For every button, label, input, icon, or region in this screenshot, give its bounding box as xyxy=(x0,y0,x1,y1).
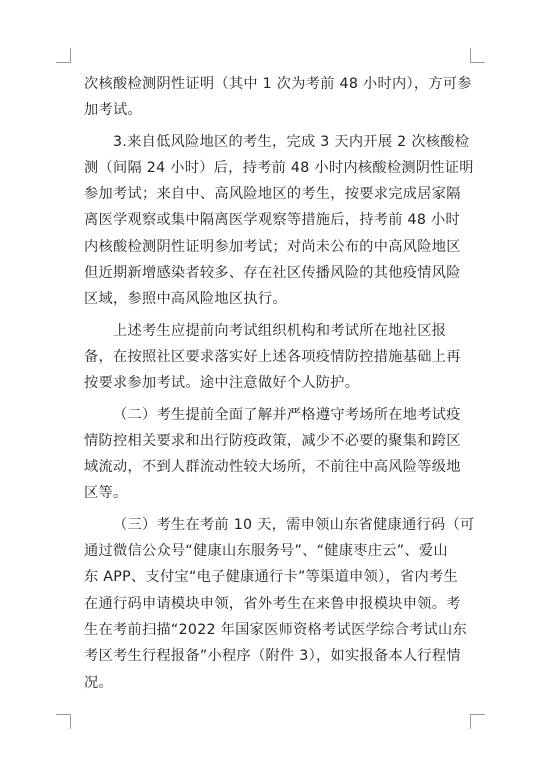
text-line: 按要求参加考试。途中注意做好个人防护。 xyxy=(84,375,360,392)
text-line: 测（间隔 24 小时）后，持考前 48 小时内核酸检测阴性证明 xyxy=(84,159,474,176)
paragraph xyxy=(84,318,480,397)
text-line: （二）考生提前全面了解并严格遵守考场所在地考试疫 xyxy=(113,406,461,423)
text-line: 域流动，不到人群流动性较大场所，不前往中高风险等级地 xyxy=(84,459,461,476)
crop-mark-top-left xyxy=(56,48,71,63)
text-line: 但近期新增感染者较多、存在社区传播风险的其他疫情风险 xyxy=(84,265,461,282)
text-line: 3.来自低风险地区的考生，完成 3 天内开展 2 次核酸检 xyxy=(113,133,470,150)
text-line: 生在考前扫描“2022 年国家医师资格考试医学综合考试山东 xyxy=(84,621,467,638)
crop-mark-bottom-left xyxy=(56,714,71,729)
text-line: 备，在按照社区要求落实好上述各项疫情防控措施基础上再 xyxy=(84,348,461,365)
text-line: 离医学观察或集中隔离医学观察等措施后，持考前 48 小时 xyxy=(84,212,460,229)
text-line: 东 APP、支付宝“电子健康通行卡”等渠道申领），省内考生 xyxy=(84,569,458,586)
paragraph xyxy=(84,402,480,507)
text-line: 内核酸检测阴性证明参加考试；对尚未公布的中高风险地区 xyxy=(84,238,461,255)
paragraph xyxy=(84,512,480,696)
text-line: 参加考试；来自中、高风险地区的考生，按要求完成居家隔 xyxy=(84,186,461,203)
paragraph xyxy=(84,129,480,313)
text-line: 区等。 xyxy=(84,485,128,502)
text-line: 通过微信公众号“健康山东服务号”、“健康枣庄云”、爱山 xyxy=(84,543,448,560)
text-line: 考区考生行程报备”小程序（附件 3），如实报备本人行程情 xyxy=(84,648,461,665)
text-line: 在通行码申请模块申领，省外考生在来鲁申报模块申领。考 xyxy=(84,595,461,612)
text-line: 上述考生应提前向考试组织机构和考试所在地社区报 xyxy=(113,322,447,339)
text-line: 次核酸检测阴性证明（其中 1 次为考前 48 小时内），方可参 xyxy=(84,76,472,92)
text-line: 加考试。 xyxy=(84,102,142,119)
document-body xyxy=(84,71,480,696)
text-line: 区域，参照中高风险地区执行。 xyxy=(84,291,287,308)
text-line: 况。 xyxy=(84,674,113,691)
text-line: 情防控相关要求和出行防疫政策，减少不必要的聚集和跨区 xyxy=(84,432,461,449)
paragraph xyxy=(84,71,480,124)
text-line: （三）考生在考前 10 天，需申领山东省健康通行码（可 xyxy=(113,516,475,533)
crop-mark-bottom-right xyxy=(470,714,485,729)
crop-mark-top-right xyxy=(470,48,485,63)
